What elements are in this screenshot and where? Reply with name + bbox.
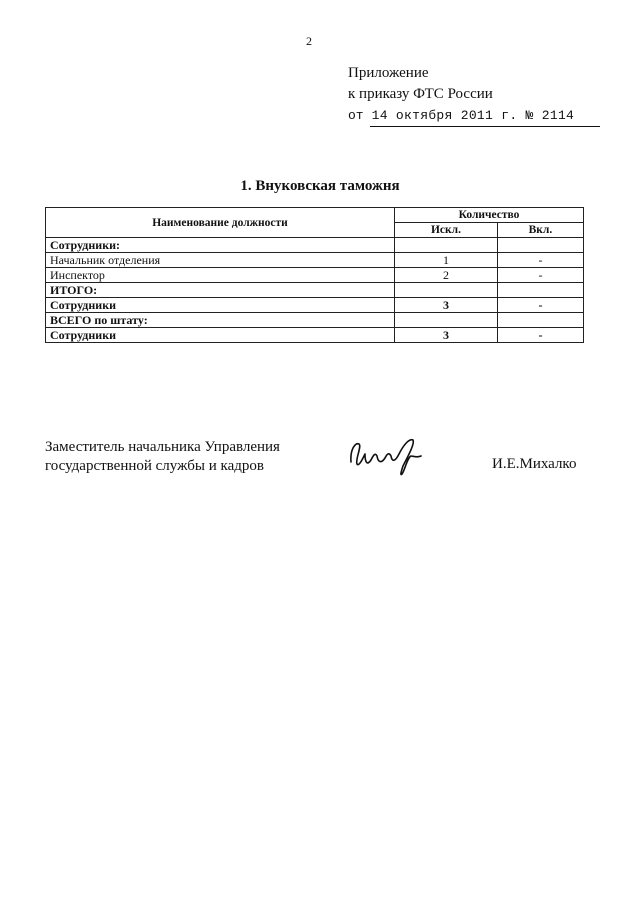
order-date-line (348, 105, 600, 127)
row-included (497, 283, 583, 298)
row-included (497, 238, 583, 253)
row-excluded (395, 313, 498, 328)
row-label: ВСЕГО по штату: (46, 313, 395, 328)
appendix-label: Приложение (348, 65, 429, 81)
row-excluded: 1 (395, 253, 498, 268)
row-label: Сотрудники (46, 328, 395, 343)
row-label: Начальник отделения (46, 253, 395, 268)
row-label: ИТОГО: (46, 283, 395, 298)
table-row (46, 298, 584, 313)
document-title: 1. Внуковская таможня (240, 178, 400, 194)
table-row (46, 268, 584, 283)
table-row (46, 328, 584, 343)
row-included: - (497, 328, 583, 343)
row-included: - (497, 298, 583, 313)
page-number: 2 (306, 34, 312, 48)
header-quantity: Количество (395, 208, 584, 223)
row-included: - (497, 253, 583, 268)
header-excluded: Искл. (395, 223, 498, 238)
row-excluded (395, 283, 498, 298)
row-excluded (395, 238, 498, 253)
signatory-title (45, 438, 280, 476)
signatory-title-line2: государственной службы и кадров (45, 458, 264, 474)
staff-table (45, 207, 584, 343)
row-label: Сотрудники (46, 298, 395, 313)
appendix-order-ref: к приказу ФТС России (348, 86, 493, 102)
signer-name: И.Е.Михалко (492, 456, 577, 472)
table-row (46, 238, 584, 253)
row-included (497, 313, 583, 328)
row-excluded: 3 (395, 298, 498, 313)
row-label: Сотрудники: (46, 238, 395, 253)
row-included: - (497, 268, 583, 283)
order-date-number: 14 октября 2011 г. № 2114 (370, 105, 601, 127)
row-label: Инспектор (46, 268, 395, 283)
row-excluded: 3 (395, 328, 498, 343)
order-prefix: от (348, 108, 364, 123)
table-row (46, 253, 584, 268)
table-row (46, 283, 584, 298)
header-position: Наименование должности (46, 208, 395, 238)
signatory-title-line1: Заместитель начальника Управления (45, 439, 280, 455)
header-included: Вкл. (497, 223, 583, 238)
appendix-header (348, 63, 600, 127)
table-row (46, 313, 584, 328)
handwritten-signature (345, 432, 425, 478)
row-excluded: 2 (395, 268, 498, 283)
